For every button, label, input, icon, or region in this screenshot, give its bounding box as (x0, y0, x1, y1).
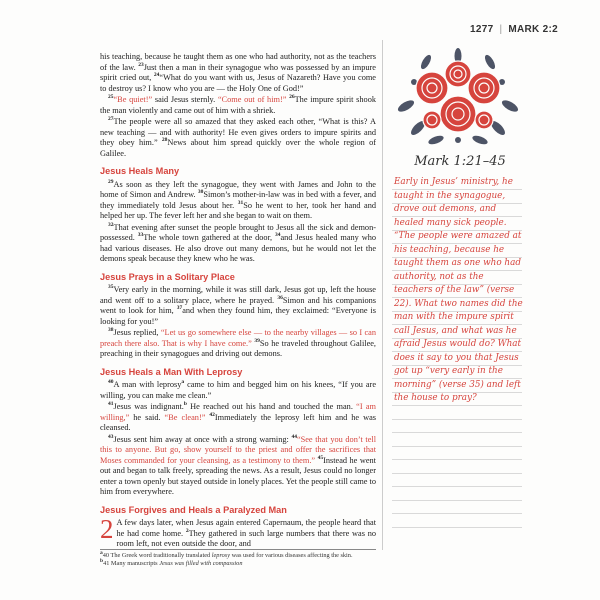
verse-text: News about him spread quickly over the whole region of Galilee. (100, 138, 376, 158)
verse-text: He reached out his hand and touched the man. (186, 402, 357, 411)
verse-number: 34 (275, 232, 281, 239)
journal-line (392, 459, 522, 460)
verse-text: So he went to her, took her hand and helped her up. The fever left her and she began to wait on them. (100, 200, 376, 220)
footnote-text: was used for various diseases affecting the skin. (230, 552, 353, 559)
section-heading: Jesus Prays in a Solitary Place (100, 271, 235, 282)
footnote-marker: a (100, 549, 103, 556)
verse-number: 29 (108, 178, 114, 185)
section-heading: Jesus Heals a Man With Leprosy (100, 366, 243, 377)
verse-number: 41 (108, 401, 114, 408)
verse-number: 40 (108, 379, 114, 386)
footnote-verse: 41 (103, 560, 110, 567)
words-of-jesus: “Come out of him!” (217, 95, 287, 104)
footnote-verse: 40 (102, 552, 110, 559)
verse-number: 38 (108, 327, 114, 334)
verse-number: 27 (108, 116, 114, 123)
scripture-column (100, 52, 376, 551)
words-of-jesus: “I am willing,” (100, 402, 376, 422)
verse-text: Simon and his companions went to look for him, (100, 295, 376, 315)
verse-number: 25 (108, 94, 114, 101)
verse-number: 43 (108, 433, 114, 440)
verse-number: 23 (138, 61, 144, 68)
verse-paragraph (100, 180, 376, 222)
journal-line (392, 513, 522, 514)
verse-text: Instead he went out and began to talk freely, spreading the news. As a result, Jesus could no longer enter a town openly but stayed outside in lonely places. Yet the people still came to him from everywhere. (100, 455, 376, 496)
verse-text: his teaching, because he taught them as one who had authority, not as the teachers of the law. (100, 52, 376, 72)
verse-text: came to him and begged him on his knees, “If you are willing, you can make me clean.” (100, 380, 376, 400)
footnotes (100, 549, 376, 568)
verse-text: So he traveled throughout Galilee, preaching in their synagogues and driving out demons. (100, 338, 377, 358)
verse-paragraph (100, 380, 376, 401)
verse-number: 35 (108, 284, 114, 291)
footnote-italic: leprosy (211, 552, 231, 559)
verse-text: The people were all so amazed that they asked each other, “What is this? A new teaching — and with authority! He even gives orders to impure spirits and they obey him.” (100, 117, 376, 147)
verse-text: They gathered in such large numbers that there was no room left, not even outside the door, and (116, 528, 376, 548)
verse-text: said Jesus sternly. (152, 95, 218, 104)
verse-number: 42 (209, 411, 215, 418)
footnote-marker: b (100, 557, 104, 564)
verse-text: Simon’s mother-in-law was in bed with a fever, and they immediately told Jesus about her. (100, 190, 376, 210)
verse-text: The whole town gathered at the door, (143, 233, 275, 242)
words-of-jesus: “Let us go somewhere else — to the nearby villages — so I can preach there also. That is why I have come.” (100, 328, 376, 348)
verse-paragraph (100, 328, 376, 360)
verse-text: and when they found him, they exclaimed: “Everyone is looking for you!” (100, 306, 376, 326)
verse-text: Immediately the leprosy left him and he was cleansed. (100, 412, 377, 432)
journal-line (392, 419, 522, 420)
verse-text: That evening after sunset the people brought to Jesus all the sick and demon-possessed. (100, 222, 376, 242)
verse-number: 24 (153, 72, 160, 79)
verse-text: Very early in the morning, while it was still dark, Jesus got up, left the house and went off to a solitary place, where he prayed. (100, 285, 376, 305)
verse-text: As soon as they left the synagogue, they went with James and John to the home of Simon and Andrew. (100, 179, 376, 199)
verse-text: Jesus sent him away at once with a strong warning: (113, 434, 292, 444)
journal-line (392, 527, 522, 528)
verse-text: The impure spirit shook the man violently and came out of him with a shriek. (100, 95, 376, 115)
words-of-jesus: “Be quiet!” (113, 95, 153, 104)
header-separator: | (499, 24, 503, 35)
verse-paragraph (100, 117, 376, 159)
page-number: 1277 (470, 24, 494, 35)
verse-text: “What do you want with us, Jesus of Nazareth? Have you come to destroy us? I know who you are — the Holy One of God!” (100, 73, 376, 93)
verse-number: 44 (291, 433, 297, 440)
words-of-jesus: “See that you don’t tell this to anyone. But go, show yourself to the priest and offer the sacrifices that Moses commanded for your cleansing, as a testimony to them.” (100, 434, 376, 465)
verse-text: A few days later, when Jesus again entered Capernaum, the people heard that he had come home. (116, 518, 376, 538)
journal-line (392, 486, 522, 487)
verse-text: A man with leprosy (113, 380, 182, 389)
journal-line (392, 473, 522, 474)
verse-number: 31 (237, 199, 244, 206)
verse-number: 32 (108, 221, 114, 228)
footnote-marker: a (181, 379, 185, 386)
verse-paragraph (100, 223, 376, 265)
verse-number: 30 (197, 189, 204, 196)
footnote (100, 549, 376, 560)
journal-line (392, 432, 522, 433)
verse-number: 45 (317, 454, 324, 461)
verse-paragraph (100, 285, 376, 327)
footnote (100, 557, 376, 568)
verse-paragraph (100, 95, 376, 116)
passage-reference: Mark 1:21–45 (414, 154, 506, 169)
verse-text: Jesus replied, (113, 328, 161, 337)
verse-paragraph (100, 435, 376, 498)
verse-number: 37 (176, 305, 183, 312)
verse-text: and Jesus healed many who had various diseases. He also drove out many demons, but he would not let the demons speak because they knew who he was. (100, 233, 377, 263)
book-reference: MARK 2:2 (508, 24, 558, 35)
reflection-prompt: Early in Jesus’ ministry, he taught in the synagogue, drove out demons, and healed many sick people. “The people were amazed at his teaching, because he taught them as one who had authority, not as the teachers of the law” (verse 22). What two names did the man with the impure spirit call Jesus, and what was he afraid Jesus would do? What does it say to you that Jesus got up “very early in the morning” (verse 35) and left the house to pray? (394, 177, 523, 403)
verse-number: 33 (137, 232, 144, 239)
red-rose-bouquet-icon (396, 48, 520, 146)
section-heading: Jesus Forgives and Heals a Paralyzed Man (100, 504, 287, 515)
verse-text: Jesus was indignant. (113, 402, 184, 411)
verse-paragraph (100, 514, 376, 550)
footnote-text: The Greek word traditionally translated (109, 552, 212, 559)
footnote-text: Many manuscripts (109, 560, 160, 567)
verse-number: 26 (289, 94, 295, 101)
footnote-italic: Jesus was filled with compassion (159, 560, 243, 567)
journal-line (392, 500, 522, 501)
page-header (470, 24, 558, 35)
verse-paragraph (100, 52, 376, 94)
verse-number: 36 (277, 294, 283, 301)
words-of-jesus: “Be clean!” (164, 412, 206, 422)
section-heading: Jesus Heals Many (100, 166, 180, 176)
footnote-marker: b (183, 401, 187, 408)
verse-number: 2 (185, 527, 189, 534)
verse-number: 39 (254, 337, 260, 344)
verse-text: he said. (129, 412, 165, 422)
chapter-number: 2 (100, 514, 114, 544)
verse-paragraph (100, 402, 376, 434)
journal-line (392, 446, 522, 447)
verse-number: 28 (161, 137, 168, 144)
verse-text: Just then a man in their synagogue who was possessed by an impure spirit cried out, (100, 62, 376, 82)
margin-divider (382, 40, 383, 550)
